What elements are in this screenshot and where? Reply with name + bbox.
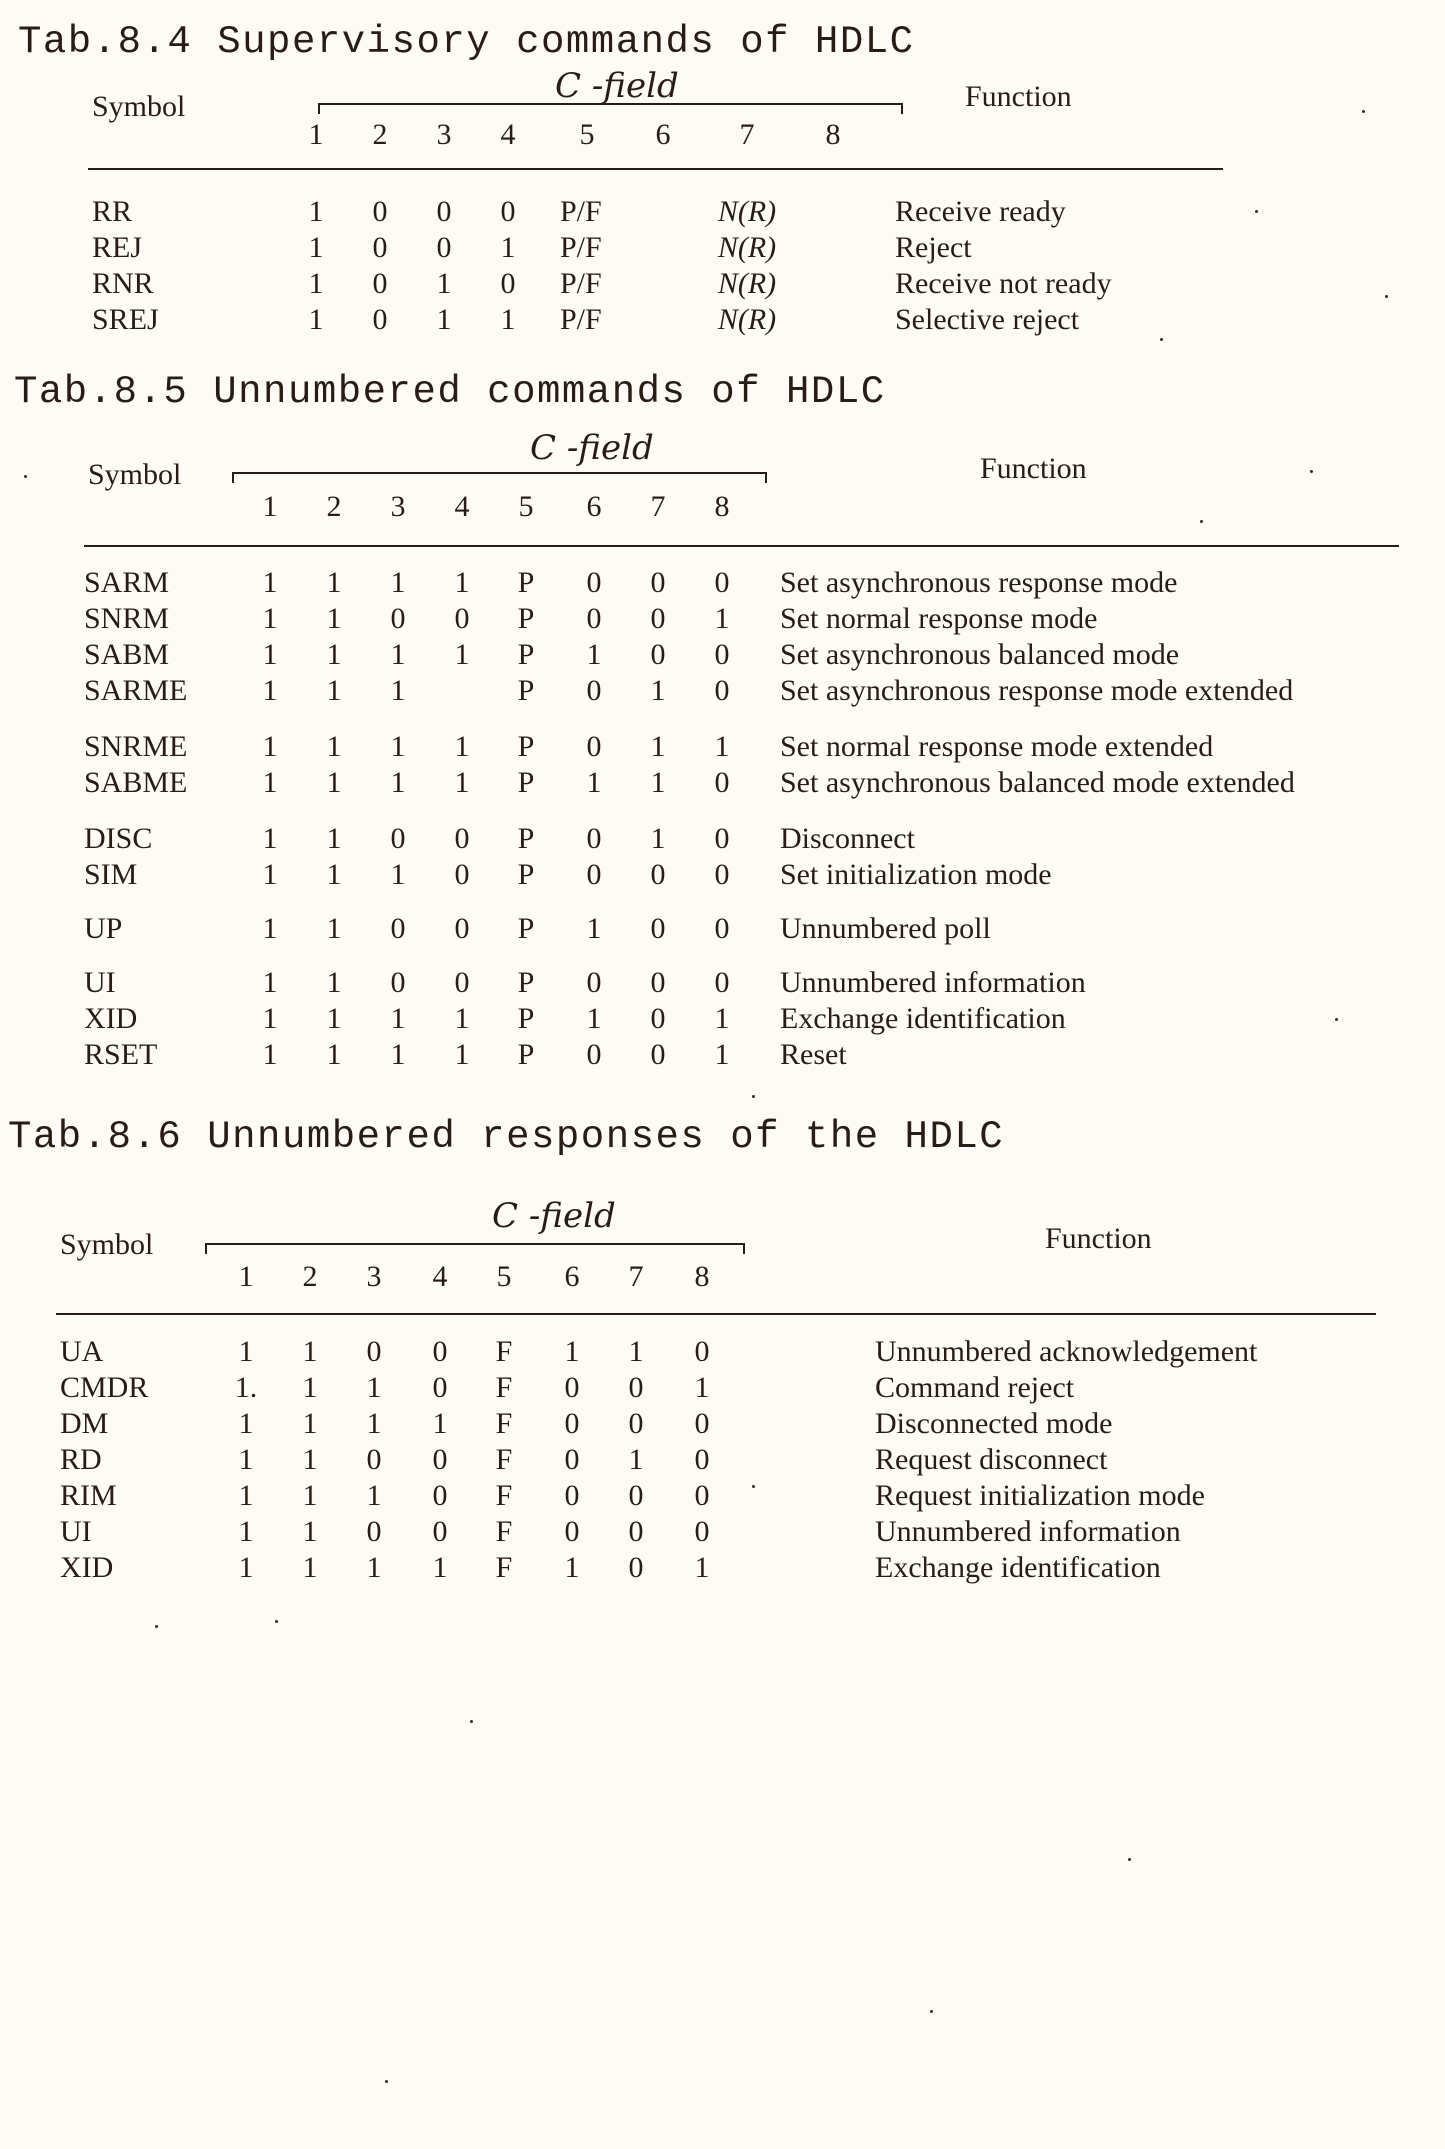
row-bit: 0 <box>564 1407 580 1440</box>
row-bit: 1 <box>390 1002 406 1035</box>
bit-position: 8 <box>825 118 841 151</box>
row-bit: 0 <box>628 1551 644 1584</box>
row-bit: 1 <box>238 1335 254 1368</box>
row-pf: P/F <box>560 195 602 228</box>
row-bit: 1 <box>714 602 730 635</box>
row-bit: 1 <box>628 1443 644 1476</box>
row-bit: 1 <box>390 858 406 891</box>
row-symbol: CMDR <box>60 1371 149 1404</box>
row-symbol: RD <box>60 1443 102 1476</box>
bit-position: 2 <box>326 490 342 523</box>
row-bit: 1 <box>326 1038 342 1071</box>
table-row <box>0 1443 1445 1479</box>
row-symbol: UI <box>60 1515 92 1548</box>
row-bit: 0 <box>694 1335 710 1368</box>
table-row <box>0 566 1445 602</box>
table-title: Tab.8.6 Unnumbered responses of the HDLC <box>8 1115 1005 1159</box>
table-row <box>0 602 1445 638</box>
row-bit: 0 <box>714 674 730 707</box>
row-function: Disconnected mode <box>875 1407 1113 1440</box>
row-bit: P <box>517 566 535 599</box>
table-row <box>0 638 1445 674</box>
table-row <box>0 195 1445 231</box>
table-title: Tab.8.4 Supervisory commands of HDLC <box>18 20 915 64</box>
row-bit: P <box>517 766 535 799</box>
row-bit: 1 <box>308 303 324 336</box>
row-bit: 0 <box>650 858 666 891</box>
row-bit: 0 <box>586 602 602 635</box>
row-symbol: SABM <box>84 638 170 671</box>
row-symbol: XID <box>60 1551 114 1584</box>
row-nr: N(R) <box>717 303 777 336</box>
bit-position: 2 <box>372 118 388 151</box>
row-bit: 1 <box>238 1515 254 1548</box>
row-bit: 0 <box>564 1371 580 1404</box>
row-bit: 1 <box>262 766 278 799</box>
row-bit: P <box>517 602 535 635</box>
row-bit: 1 <box>262 912 278 945</box>
row-bit: 0 <box>714 966 730 999</box>
row-bit: 0 <box>586 822 602 855</box>
row-symbol: DM <box>60 1407 109 1440</box>
row-bit: 1 <box>390 638 406 671</box>
row-nr: N(R) <box>717 267 777 300</box>
row-function: Exchange identification <box>780 1002 1066 1035</box>
row-bit: 1 <box>238 1443 254 1476</box>
table-row <box>0 1002 1445 1038</box>
c-field-label: C -field <box>530 428 654 468</box>
row-bit: 0 <box>500 267 516 300</box>
row-bit: 1 <box>326 730 342 763</box>
row-bit: F <box>495 1551 513 1584</box>
row-bit: 1 <box>262 858 278 891</box>
row-bit: 1 <box>454 1038 470 1071</box>
bit-position: 5 <box>496 1260 512 1293</box>
row-bit: 0 <box>714 858 730 891</box>
function-header: Function <box>980 452 1087 485</box>
row-bit: 0 <box>694 1479 710 1512</box>
row-bit: 0 <box>564 1479 580 1512</box>
row-bit: 0 <box>500 195 516 228</box>
row-bit: 1 <box>326 966 342 999</box>
row-bit: 1 <box>238 1407 254 1440</box>
row-bit: 1 <box>326 822 342 855</box>
row-bit: 0 <box>454 858 470 891</box>
row-bit: 0 <box>390 822 406 855</box>
row-symbol: SIM <box>84 858 138 891</box>
row-bit: 0 <box>366 1443 382 1476</box>
table-row <box>0 231 1445 267</box>
row-bit: 1 <box>308 267 324 300</box>
row-bit: 1 <box>650 674 666 707</box>
row-bit: 0 <box>694 1407 710 1440</box>
bit-position: 6 <box>586 490 602 523</box>
row-bit: 0 <box>564 1443 580 1476</box>
row-bit: 0 <box>586 730 602 763</box>
row-bit: 1 <box>262 730 278 763</box>
row-bit: 0 <box>628 1515 644 1548</box>
row-bit: 0 <box>714 766 730 799</box>
bit-position: 3 <box>390 490 406 523</box>
row-bit: 1 <box>262 638 278 671</box>
row-bit: 0 <box>650 912 666 945</box>
row-bit: 0 <box>586 858 602 891</box>
table-row <box>0 912 1445 948</box>
table-row <box>0 822 1445 858</box>
row-bit: 0 <box>586 566 602 599</box>
row-bit: 1 <box>238 1551 254 1584</box>
row-pf: P/F <box>560 267 602 300</box>
row-bit: 1 <box>390 730 406 763</box>
row-bit: 1 <box>302 1515 318 1548</box>
row-function: Disconnect <box>780 822 915 855</box>
row-bit: 1 <box>436 267 452 300</box>
symbol-header: Symbol <box>60 1228 154 1261</box>
table-row <box>0 1479 1445 1515</box>
row-bit: 0 <box>372 231 388 264</box>
row-bit: 1 <box>500 231 516 264</box>
table-row <box>0 858 1445 894</box>
bit-position: 7 <box>650 490 666 523</box>
row-bit: 0 <box>628 1407 644 1440</box>
row-bit: 0 <box>454 912 470 945</box>
bit-position: 1 <box>238 1260 254 1293</box>
row-symbol: SREJ <box>92 303 159 336</box>
row-bit: 0 <box>650 1002 666 1035</box>
row-bit: 1 <box>390 1038 406 1071</box>
row-bit: P <box>517 638 535 671</box>
row-bit: 0 <box>714 822 730 855</box>
row-bit: 1 <box>262 966 278 999</box>
row-bit: F <box>495 1371 513 1404</box>
row-bit: P <box>517 674 535 707</box>
row-bit: 1 <box>308 195 324 228</box>
row-bit: 0 <box>432 1479 448 1512</box>
header-rule <box>88 168 1223 170</box>
row-bit: 0 <box>390 966 406 999</box>
row-function: Reject <box>895 231 972 264</box>
row-symbol: REJ <box>92 231 143 264</box>
row-bit: 0 <box>650 638 666 671</box>
row-bit: 1 <box>326 766 342 799</box>
row-bit: 0 <box>586 966 602 999</box>
row-function: Exchange identification <box>875 1551 1161 1584</box>
row-bit: 1 <box>564 1551 580 1584</box>
row-bit: 1 <box>262 602 278 635</box>
row-bit: 0 <box>694 1443 710 1476</box>
bit-position: 1 <box>308 118 324 151</box>
row-bit: 1 <box>262 1038 278 1071</box>
row-symbol: SARME <box>84 674 188 707</box>
row-symbol: DISC <box>84 822 153 855</box>
row-bit: F <box>495 1335 513 1368</box>
row-bit: 0 <box>390 602 406 635</box>
row-bit: 0 <box>366 1335 382 1368</box>
function-header: Function <box>1045 1222 1152 1255</box>
bit-position: 4 <box>500 118 516 151</box>
bit-position: 3 <box>436 118 452 151</box>
row-bit: F <box>495 1407 513 1440</box>
row-bit: 1 <box>308 231 324 264</box>
row-bit: 1 <box>454 566 470 599</box>
row-bit: 0 <box>628 1371 644 1404</box>
row-bit: 1 <box>302 1407 318 1440</box>
row-bit: 1 <box>366 1551 382 1584</box>
bit-position: 4 <box>454 490 470 523</box>
table-row <box>0 1407 1445 1443</box>
row-symbol: UI <box>84 966 116 999</box>
bit-position: 6 <box>564 1260 580 1293</box>
symbol-header: Symbol <box>88 458 182 491</box>
row-bit: 1 <box>436 303 452 336</box>
row-function: Set asynchronous balanced mode <box>780 638 1180 671</box>
row-bit: 0 <box>714 912 730 945</box>
row-bit: 0 <box>714 638 730 671</box>
row-bit: 1 <box>302 1551 318 1584</box>
row-bit: P <box>517 730 535 763</box>
table-row <box>0 303 1445 339</box>
table-row <box>0 966 1445 1002</box>
row-bit: 0 <box>564 1515 580 1548</box>
table-row <box>0 1038 1445 1074</box>
table-row <box>0 1335 1445 1371</box>
row-bit: 0 <box>650 602 666 635</box>
row-function: Unnumbered information <box>780 966 1086 999</box>
bit-position: 7 <box>628 1260 644 1293</box>
row-bit: 0 <box>432 1443 448 1476</box>
bit-position: 3 <box>366 1260 382 1293</box>
bit-position: 2 <box>302 1260 318 1293</box>
row-function: Unnumbered information <box>875 1515 1181 1548</box>
row-bit: 1 <box>326 566 342 599</box>
row-nr: N(R) <box>717 195 777 228</box>
row-bit: 1 <box>454 638 470 671</box>
row-bit: 1. <box>234 1371 258 1404</box>
c-field-brace <box>232 472 767 484</box>
row-bit: 0 <box>650 966 666 999</box>
row-bit: 0 <box>454 822 470 855</box>
row-bit: 0 <box>432 1371 448 1404</box>
row-symbol: UA <box>60 1335 104 1368</box>
row-function: Set asynchronous balanced mode extended <box>780 766 1295 799</box>
row-bit: 1 <box>454 730 470 763</box>
row-bit: 1 <box>650 766 666 799</box>
row-bit: 0 <box>372 195 388 228</box>
row-function: Set asynchronous response mode extended <box>780 674 1294 707</box>
row-bit: 1 <box>390 766 406 799</box>
row-bit: 1 <box>326 638 342 671</box>
row-symbol: UP <box>84 912 123 945</box>
row-function: Receive ready <box>895 195 1066 228</box>
row-symbol: RSET <box>84 1038 158 1071</box>
row-bit: F <box>495 1515 513 1548</box>
row-bit: 1 <box>302 1335 318 1368</box>
row-bit: 1 <box>238 1479 254 1512</box>
row-bit: 1 <box>586 766 602 799</box>
row-function: Request disconnect <box>875 1443 1108 1476</box>
row-symbol: RIM <box>60 1479 117 1512</box>
row-bit: P <box>517 1038 535 1071</box>
row-bit: F <box>495 1479 513 1512</box>
row-nr: N(R) <box>717 231 777 264</box>
table-row <box>0 674 1445 710</box>
row-bit: 1 <box>586 638 602 671</box>
row-bit: 1 <box>714 1002 730 1035</box>
row-bit: P <box>517 1002 535 1035</box>
bit-position: 8 <box>694 1260 710 1293</box>
row-bit: 0 <box>454 602 470 635</box>
table-row <box>0 267 1445 303</box>
row-bit: 0 <box>650 566 666 599</box>
row-bit: 0 <box>432 1335 448 1368</box>
row-symbol: SARM <box>84 566 170 599</box>
row-bit: 1 <box>302 1479 318 1512</box>
row-bit: 0 <box>390 912 406 945</box>
function-header: Function <box>965 80 1072 113</box>
table-row <box>0 1515 1445 1551</box>
row-bit: 1 <box>714 1038 730 1071</box>
row-bit: 0 <box>650 1038 666 1071</box>
row-bit: 1 <box>302 1443 318 1476</box>
row-bit: 1 <box>432 1551 448 1584</box>
row-pf: P/F <box>560 231 602 264</box>
row-bit: 0 <box>694 1515 710 1548</box>
row-bit: 1 <box>650 822 666 855</box>
row-bit: P <box>517 912 535 945</box>
bit-position: 5 <box>579 118 595 151</box>
row-bit: 0 <box>436 231 452 264</box>
row-bit: 0 <box>432 1515 448 1548</box>
table-row <box>0 766 1445 802</box>
c-field-label: C -field <box>555 66 679 106</box>
row-bit: 0 <box>372 303 388 336</box>
row-bit: 0 <box>372 267 388 300</box>
row-bit: 0 <box>714 566 730 599</box>
bit-position: 5 <box>518 490 534 523</box>
row-bit: 1 <box>500 303 516 336</box>
row-bit: 1 <box>366 1479 382 1512</box>
table-row <box>0 1371 1445 1407</box>
row-symbol: SNRM <box>84 602 170 635</box>
row-bit: 0 <box>454 966 470 999</box>
row-bit: 1 <box>366 1371 382 1404</box>
bit-position: 1 <box>262 490 278 523</box>
row-bit: 1 <box>432 1407 448 1440</box>
row-bit: 1 <box>390 674 406 707</box>
row-bit: 1 <box>326 858 342 891</box>
row-bit: 0 <box>586 1038 602 1071</box>
c-field-label: C -field <box>492 1196 616 1236</box>
c-field-brace <box>205 1243 745 1255</box>
row-function: Set normal response mode extended <box>780 730 1214 763</box>
row-symbol: RR <box>92 195 133 228</box>
table-row <box>0 1551 1445 1587</box>
row-bit: 1 <box>564 1335 580 1368</box>
row-symbol: SABME <box>84 766 188 799</box>
row-bit: 0 <box>586 674 602 707</box>
row-function: Set asynchronous response mode <box>780 566 1178 599</box>
row-bit: 1 <box>262 566 278 599</box>
row-symbol: XID <box>84 1002 138 1035</box>
row-function: Receive not ready <box>895 267 1112 300</box>
header-rule <box>56 1313 1376 1315</box>
row-bit: P <box>517 822 535 855</box>
row-bit: 1 <box>302 1371 318 1404</box>
row-bit: 1 <box>628 1335 644 1368</box>
bit-position: 4 <box>432 1260 448 1293</box>
row-bit: P <box>517 858 535 891</box>
row-function: Reset <box>780 1038 847 1071</box>
row-bit: 1 <box>326 602 342 635</box>
bit-position: 8 <box>714 490 730 523</box>
row-function: Command reject <box>875 1371 1075 1404</box>
bit-position: 6 <box>655 118 671 151</box>
bit-position: 7 <box>739 118 755 151</box>
row-bit: 0 <box>366 1515 382 1548</box>
header-rule <box>84 545 1399 547</box>
row-bit: 1 <box>326 1002 342 1035</box>
row-function: Request initialization mode <box>875 1479 1205 1512</box>
row-function: Unnumbered acknowledgement <box>875 1335 1258 1368</box>
row-bit: 1 <box>326 912 342 945</box>
row-bit: 1 <box>586 1002 602 1035</box>
row-function: Selective reject <box>895 303 1080 336</box>
row-function: Set initialization mode <box>780 858 1052 891</box>
row-bit: 1 <box>694 1371 710 1404</box>
row-bit: 1 <box>262 822 278 855</box>
row-bit: 1 <box>390 566 406 599</box>
row-bit: 1 <box>262 674 278 707</box>
row-bit: 0 <box>628 1479 644 1512</box>
table-row <box>0 730 1445 766</box>
row-bit: 0 <box>436 195 452 228</box>
row-bit: 1 <box>366 1407 382 1440</box>
row-bit: 1 <box>650 730 666 763</box>
table-title: Tab.8.5 Unnumbered commands of HDLC <box>14 370 886 414</box>
row-function: Set normal response mode <box>780 602 1098 635</box>
symbol-header: Symbol <box>92 90 186 123</box>
row-symbol: SNRME <box>84 730 188 763</box>
row-bit: 1 <box>586 912 602 945</box>
row-bit: 1 <box>694 1551 710 1584</box>
row-bit: 1 <box>454 766 470 799</box>
row-bit: P <box>517 966 535 999</box>
row-symbol: RNR <box>92 267 154 300</box>
row-bit: 1 <box>262 1002 278 1035</box>
c-field-brace <box>318 103 903 115</box>
row-bit: F <box>495 1443 513 1476</box>
row-pf: P/F <box>560 303 602 336</box>
row-bit: 1 <box>326 674 342 707</box>
row-bit: 1 <box>714 730 730 763</box>
row-function: Unnumbered poll <box>780 912 991 945</box>
row-bit: 1 <box>454 1002 470 1035</box>
